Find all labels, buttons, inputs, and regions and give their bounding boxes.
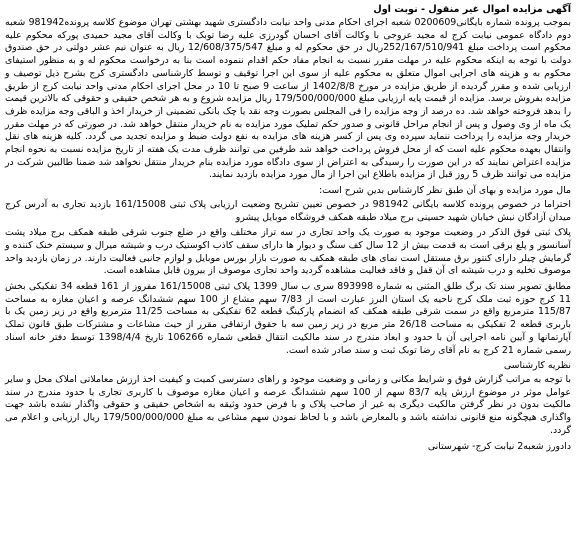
notice-title: آگهی مزایده اموال غیر منقول - نوبت اول xyxy=(373,4,571,15)
signature-line: دادورز شعبه2 نیابت کرج- شهرستانی xyxy=(427,440,571,452)
property-title-deed-paragraph: مطابق تصویر سند تک برگ طلق المثنی به شماره 893998 سری ب سال 1399 پلاک ثبتی 161/15008 مفروز از 161 قطعه 34 تفکیکی بخش 11 کرج حوزه ثبت ملک کرج ناحیه یک استان البرز عبارت است از 7/83 سهم مشاع از 100 سهم ششدانگ عرصه و اعیان مغازه به مساحت 115/87 مترمربع واقع در سمت شرقی طبقه همکف که انضمام پارکینگ قطعه 62 تفکیکی به مساحت 11/25 مترمربع واقع در زیر زمین یک با باربری قطعه 2 تفکیکی به مساحت 26/18 متر مربع در زیر زمین سه با حقوق ارتفاقی مقرر از حیث مشاعات و مشترکات طبق قانون تملک آپارتمانها و آیین نامه اجرایی آن با حدود و ابعاد مندرج در سند مالکیت انتقال قطعی شماره 106266 تاریخ 1398/4/4 توسط دفتر خانه اسناد رسمی شماره 21 کرج به نام آقای رضا توبک ثبت و سند صادر شده است. xyxy=(5,281,571,356)
property-description-intro: مال مورد مزایده و بهای آن طبق نظر کارشناس بدین شرح است: xyxy=(318,185,571,197)
property-condition-paragraph: پلاک ثبتی فوق الذکر در وضعیت موجود به صورت یک واحد تجاری در سه تراز مختلف واقع در ضلع جنوب شرقی طبقه همکف برج میلاد پشت آسانسور و پلع برقی است به قدمت بیش از 12 سال کف سنگ و دیوار ها دارای سقف کاذب اکوستیک درب و شیشه میرال و سیستم خنک کننده و گرمایش چیلر دارای کنتور برق مستقل است نمای های طبقه همکف به صورت بازار بورس موبایل و لوازم جانبی فعالیت دارند. در زمان بازدید واحد موصوف تخلیه و درب شیشه ای آن قفل و فاقد فعالیت مشاهده گردید واحد تجاری موصوف از بیرون قابل مشاهده است. xyxy=(5,227,571,277)
notice-body-paragraph: بموجب پرونده شماره بایگانی0200609 شعبه اجرای احکام مدنی واحد نیابت دادگستری شهید بهشتی تهران موضوع کلاسه پرونده981942 شعبه دوم دادگاه عمومی نیابت کرج له مجید عروجی با وکالت آقای احسان گودرزی علیه رضا توبک با وکالت آقای مجید حمیدی پورکه محکوم علیه محکوم است پرداخت مبلغ 252/167/510/941ریال در حق محکوم له و مبلغ 12/608/375/547 ریال به عنوان نیم عشر دولتی در حق صندوق دولت با توجه به اینکه محکوم علیه در مهلت مقرر نسبت به انجام مفاد حکم اقدام ننموده است بنا به درخواست محکوم له و به منظور استیفای محکوم به و هزینه های اجرایی اموال متعلق به محکوم علیه از سوی این اجرا توقیف و توسط کارشناسی دادگستری کرج بشرح ذیل توصیف و ارزیابی شده و مقرر گردیده از طریق مزایده در مورخ 1402/8/8 از ساعت 9 صبح تا 10 در محل اجرای احکام مدنی واحد نیابت کرج از طریق مزایده بفروش برسد. مزایده از قیمت پایه ارزیابی مبلغ 179/500/000/000 ریال مزایده شروع و به هر شخص حقیقی و حقوقی که بالاترین قیمت را بدهد فروخته خواهد شد. ده درصد از وجه مزایده را فی المجلس بصورت وجه نقد یا چک بانکی تضمینی از خریدار اخذ و الباقی وجه مزایده ظرف یک ماه از وی وصول و پس از انجام مراحل قانونی و صدور حکم تملیک مورد مزایده به نام خریدار منتقل خواهد شد. در صورتی که در مهلت مقرر خریدار وجه مزایده را پرداخت ننماید سپرده وی پس از کسر هزینه های مزایده به نفع دولت ضبط و مزایده تجدید می گردد. کلیه هزینه های نقل وانتقال بعهده محکوم علیه است که از محل فروش پرداخت خواهد شد طرفین می توانند ظرف مدت یک هفته از تاریخ مزایده نسبت به نحوه انجام مزایده اعتراض نمایند که در این صورت را رسیدگی به اعتراض از سوی دادگاه مورد مزایده بنام خریدار منتقل نخواهد شد ضمنا طالبین شرکت در مزایده می توانند ظرف 5 روز قبل از مزایده باطلاع این اجرا از مال مورد مزایده بازدید نمایند. xyxy=(5,17,572,181)
expert-opinion-paragraph: با توجه به مراتب گزارش فوق و شرایط مکانی و زمانی و وضعیت موجود و راهای دسترسی کمیت و کیفیت اخذ ارزش معاملاتی املاک محل و سایر عوامل موثر در موضوع ارزش پایه 83/7 سهم از 100 سهم ششدانگ عرصه و اعیان مغازه موصوف با کاربری تجاری با حدود مندرج در سند مالکیت بدون در نظر گرفتن مالکیت دیگری به غیر از صاحب پلاک و با فرض حدود وثیقه به اشخاص حقیقی و حقوقی واگذار نشده باشد جهت واگذاری هیچگونه منع قانونی نداشته باشد و بالمعارض باشد و با لحاظ نمودن سهم مشاعی به مبلغ 179/500/000/000 ریال ارزیابی و اعلام می گردد. xyxy=(5,373,571,436)
expert-opinion-heading: نظریه کارشناسی xyxy=(503,360,571,372)
property-address-paragraph: احتراما در خصوص پرونده کلاسه بایگانی 981942 در خصوص تعیین تشریح وضعیت ارزیابی پلاک ثبتی 161/15008 بازدید تجاری به آدرس کرج میدان آزادگان نبش خیابان شهید حسینی برج میلاد طبقه همکف فروشگاه موبایل پیشرو xyxy=(5,198,571,223)
